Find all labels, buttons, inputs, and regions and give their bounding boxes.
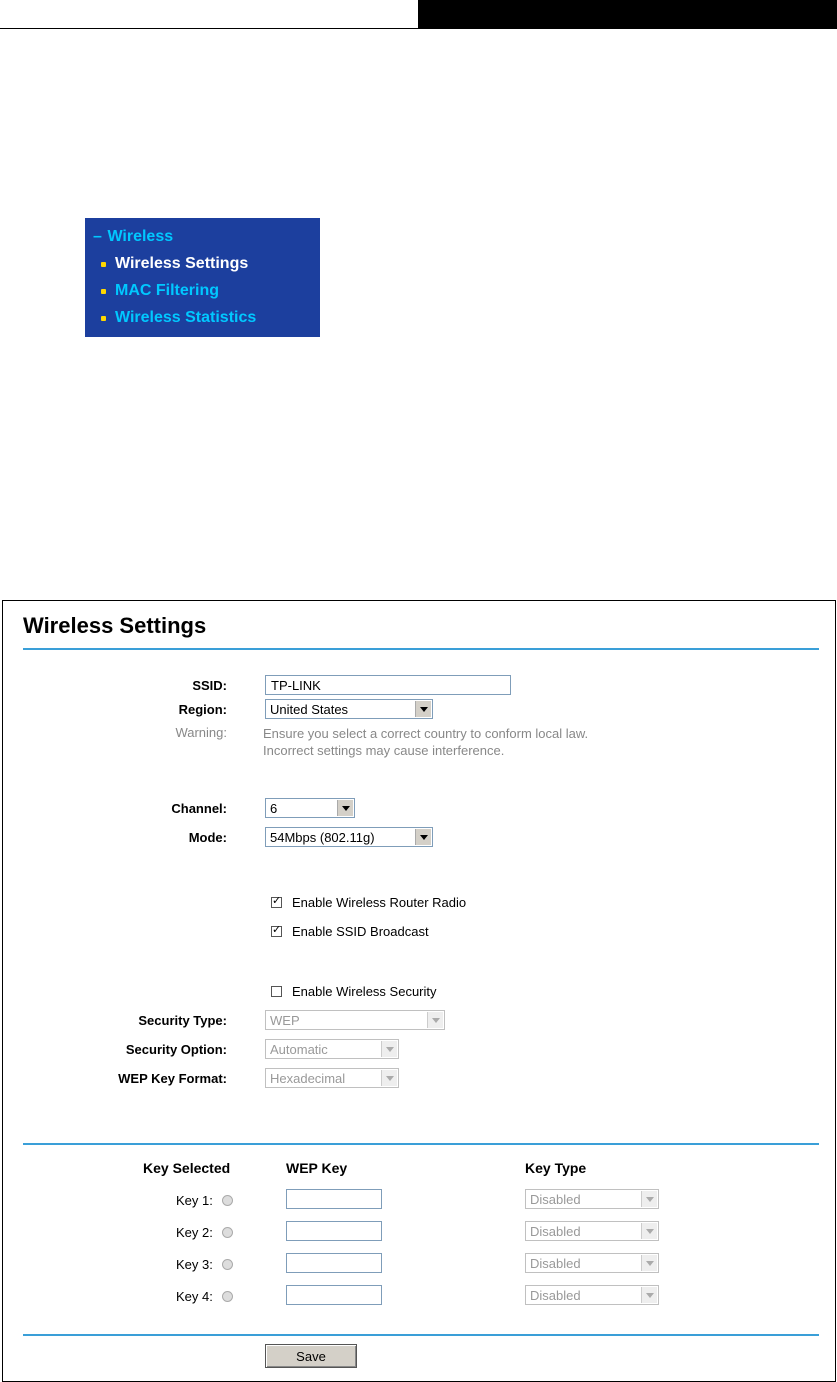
key-1-radio[interactable] [222, 1195, 233, 1206]
page-title: Wireless Settings [23, 613, 207, 638]
enable-ssid-broadcast-label: Enable SSID Broadcast [292, 924, 429, 939]
key-type-header: Key Type [525, 1160, 587, 1176]
dropdown-arrow-icon [415, 701, 431, 717]
key-4-radio[interactable] [222, 1291, 233, 1302]
warning-line-1: Ensure you select a correct country to conform local law. [263, 726, 589, 741]
channel-select[interactable] [265, 798, 355, 818]
key-2-radio[interactable] [222, 1227, 233, 1238]
ssid-input[interactable] [265, 675, 511, 695]
wep-key-format-select[interactable] [265, 1068, 399, 1088]
key-selected-header: Key Selected [143, 1160, 231, 1176]
key-2-input[interactable] [286, 1221, 382, 1241]
dropdown-arrow-icon [641, 1255, 657, 1271]
dropdown-arrow-icon [337, 800, 353, 816]
key-1-input[interactable] [286, 1189, 382, 1209]
dropdown-arrow-icon [381, 1070, 397, 1086]
warning-line-2: Incorrect settings may cause interference. [263, 743, 505, 758]
mode-select[interactable] [265, 827, 433, 847]
dropdown-arrow-icon [427, 1012, 443, 1028]
key-1-type-select[interactable] [525, 1189, 659, 1209]
key-4-type-value: Disabled [530, 1288, 581, 1303]
wireless-settings-panel [2, 600, 836, 1382]
wep-key-header: WEP Key [286, 1160, 348, 1176]
security-type-select[interactable] [265, 1010, 445, 1030]
menu-item-wireless-statistics[interactable] [115, 309, 256, 327]
mode-value: 54Mbps (802.11g) [270, 830, 375, 845]
divider [23, 1143, 819, 1145]
key-2-type-select[interactable] [525, 1221, 659, 1241]
key-3-type-value: Disabled [530, 1256, 581, 1271]
key-2-label: Key 2: [176, 1225, 213, 1240]
region-select[interactable] [265, 699, 433, 719]
dropdown-arrow-icon [381, 1041, 397, 1057]
security-option-label: Security Option: [125, 1042, 227, 1057]
ssid-label: SSID: [192, 678, 227, 693]
region-value: United States [270, 702, 349, 717]
menu-item-label: MAC Filtering [115, 282, 219, 299]
dropdown-arrow-icon [415, 829, 431, 845]
security-option-value: Automatic [270, 1042, 328, 1057]
bullet-icon [101, 289, 106, 294]
warning-label: Warning: [175, 725, 227, 740]
menu-item-mac-filtering[interactable] [115, 282, 219, 300]
enable-radio-checkbox[interactable] [271, 897, 282, 908]
menu-item-wireless-settings[interactable] [115, 255, 248, 273]
security-option-select[interactable] [265, 1039, 399, 1059]
enable-ssid-broadcast-checkbox[interactable] [271, 926, 282, 937]
key-1-type-value: Disabled [530, 1192, 581, 1207]
channel-label: Channel: [171, 801, 227, 816]
wep-key-format-label: WEP Key Format: [118, 1071, 227, 1086]
save-button[interactable]: Save [265, 1344, 357, 1368]
menu-section-wireless[interactable] [93, 228, 173, 246]
mode-label: Mode: [188, 830, 227, 845]
key-2-type-value: Disabled [530, 1224, 581, 1239]
security-type-label: Security Type: [138, 1013, 227, 1028]
menu-section-label: Wireless [107, 228, 174, 245]
wep-key-format-value: Hexadecimal [270, 1071, 346, 1086]
channel-value: 6 [270, 801, 278, 816]
region-label: Region: [178, 702, 227, 717]
dropdown-arrow-icon [641, 1223, 657, 1239]
menu-item-label: Wireless Settings [115, 255, 249, 272]
key-3-radio[interactable] [222, 1259, 233, 1270]
key-3-type-select[interactable] [525, 1253, 659, 1273]
key-1-label: Key 1: [176, 1193, 213, 1208]
enable-security-checkbox[interactable] [271, 986, 282, 997]
key-3-input[interactable] [286, 1253, 382, 1273]
bullet-icon [101, 316, 106, 321]
key-3-label: Key 3: [176, 1257, 213, 1272]
enable-security-label: Enable Wireless Security [292, 984, 437, 999]
key-4-type-select[interactable] [525, 1285, 659, 1305]
divider [23, 648, 819, 650]
bullet-icon [101, 262, 106, 267]
dropdown-arrow-icon [641, 1191, 657, 1207]
header-rule [0, 28, 837, 29]
collapse-icon: – [93, 228, 102, 245]
header-bar [418, 0, 837, 28]
sidebar-menu [85, 218, 320, 337]
security-type-value: WEP [270, 1013, 300, 1028]
enable-radio-label: Enable Wireless Router Radio [292, 895, 467, 910]
dropdown-arrow-icon [641, 1287, 657, 1303]
key-4-input[interactable] [286, 1285, 382, 1305]
divider [23, 1334, 819, 1336]
menu-item-label: Wireless Statistics [115, 309, 257, 326]
key-4-label: Key 4: [176, 1289, 213, 1304]
